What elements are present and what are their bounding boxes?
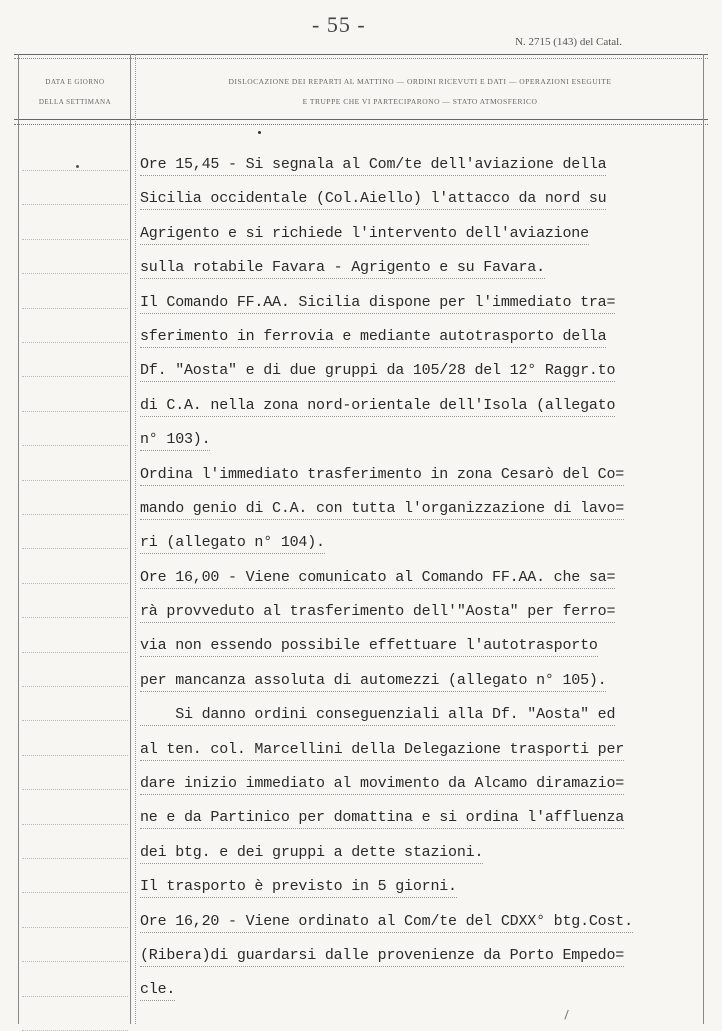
text-line — [140, 767, 680, 801]
ledger-line — [22, 445, 128, 446]
ledger-line — [22, 892, 128, 893]
text-line — [140, 973, 680, 1007]
text-line-content: sulla rotabile Favara - Agrigento e su Favara. — [140, 259, 545, 279]
ledger-line — [22, 342, 128, 343]
text-line-content: dei btg. e dei gruppi a dette stazioni. — [140, 844, 483, 864]
column-divider — [130, 54, 131, 1024]
text-line — [140, 526, 680, 560]
ledger-line — [22, 411, 128, 412]
column-header-date — [20, 72, 130, 112]
column-divider — [18, 54, 19, 1024]
text-line-content: ri (allegato n° 104). — [140, 534, 325, 554]
text-line-content: Il trasporto è previsto in 5 giorni. — [140, 878, 457, 898]
text-line-content: al ten. col. Marcellini della Delegazione trasporti per — [140, 741, 624, 761]
ledger-line — [22, 858, 128, 859]
text-line — [140, 939, 680, 973]
text-line-content: sferimento in ferrovia e mediante autotrasporto della — [140, 328, 606, 348]
text-line — [140, 389, 680, 423]
text-line-content: dare inizio immediato al movimento da Alcamo diramazio= — [140, 775, 624, 795]
pencil-mark — [564, 1010, 570, 1020]
ledger-line — [22, 480, 128, 481]
ledger-line — [22, 308, 128, 309]
column-header-operations-line1: DISLOCAZIONE DEI REPARTI AL MATTINO — ORDINI RICEVUTI E DATI — OPERAZIONI ESEGUITE — [228, 77, 612, 86]
ledger-line — [22, 583, 128, 584]
text-line-content: Ore 15,45 - Si segnala al Com/te dell'aviazione della — [140, 156, 606, 176]
ink-dot — [258, 131, 261, 134]
ledger-line — [22, 755, 128, 756]
text-line — [140, 354, 680, 388]
column-divider — [703, 54, 704, 1024]
header-rule — [14, 54, 708, 55]
text-line — [140, 870, 680, 904]
text-line — [140, 286, 680, 320]
text-line — [140, 217, 680, 251]
ledger-line — [22, 961, 128, 962]
ledger-line — [22, 996, 128, 997]
text-line-content: mando genio di C.A. con tutta l'organizzazione di lavo= — [140, 500, 624, 520]
text-line — [140, 836, 680, 870]
ledger-line — [22, 514, 128, 515]
text-line-content: Agrigento e si richiede l'intervento dell'aviazione — [140, 225, 589, 245]
header-rule — [14, 58, 708, 59]
text-line — [140, 595, 680, 629]
text-line-content: Ore 16,20 - Viene ordinato al Com/te del CDXX° btg.Cost. — [140, 913, 633, 933]
text-line — [140, 905, 680, 939]
text-line-content: ne e da Partinico per domattina e si ordina l'affluenza — [140, 809, 624, 829]
header-rule — [14, 124, 708, 125]
text-line-content: cle. — [140, 981, 175, 1001]
text-line — [140, 148, 680, 182]
ledger-line — [22, 927, 128, 928]
text-line — [140, 458, 680, 492]
text-line — [140, 733, 680, 767]
ledger-line — [22, 617, 128, 618]
ledger-line — [22, 204, 128, 205]
text-line — [140, 251, 680, 285]
text-line — [140, 423, 680, 457]
column-header-date-line1: DATA E GIORNO — [45, 78, 105, 86]
text-line-content: Ordina l'immediato trasferimento in zona Cesarò del Co= — [140, 466, 624, 486]
text-line-content: per mancanza assoluta di automezzi (allegato n° 105). — [140, 672, 606, 692]
column-divider — [135, 54, 136, 1024]
ledger-line — [22, 239, 128, 240]
ledger-line — [22, 789, 128, 790]
text-line-content: Si danno ordini conseguenziali alla Df. "Aosta" ed — [140, 706, 615, 726]
column-header-date-line2: DELLA SETTIMANA — [38, 98, 112, 106]
text-line — [140, 629, 680, 663]
text-line — [140, 561, 680, 595]
text-line — [140, 492, 680, 526]
text-line-content: via non essendo possibile effettuare l'autotrasporto — [140, 637, 598, 657]
text-line — [140, 664, 680, 698]
text-line-content: Il Comando FF.AA. Sicilia dispone per l'immediato tra= — [140, 294, 615, 314]
column-header-operations-line2: E TRUPPE CHE VI PARTECIPARONO — STATO ATMOSFERICO — [302, 97, 538, 106]
text-line — [140, 698, 680, 732]
ledger-line — [22, 170, 128, 171]
ledger-line — [22, 720, 128, 721]
text-line-content: Sicilia occidentale (Col.Aiello) l'attacco da nord su — [140, 190, 606, 210]
text-line-content: (Ribera)di guardarsi dalle provenienze da Porto Empedo= — [140, 947, 624, 967]
text-line — [140, 182, 680, 216]
text-line — [140, 320, 680, 354]
text-line-content: rà provveduto al trasferimento dell'"Aosta" per ferro= — [140, 603, 615, 623]
ledger-line — [22, 548, 128, 549]
text-line-content: Df. "Aosta" e di due gruppi da 105/28 del 12° Raggr.to — [140, 362, 615, 382]
text-line-content: di C.A. nella zona nord-orientale dell'Isola (allegato — [140, 397, 615, 417]
ledger-line — [22, 273, 128, 274]
typed-text-body — [140, 148, 680, 1008]
ledger-line — [22, 376, 128, 377]
ledger-line — [22, 652, 128, 653]
text-line-content: Ore 16,00 - Viene comunicato al Comando FF.AA. che sa= — [140, 569, 615, 589]
ink-dot — [76, 165, 79, 168]
text-line-content: n° 103). — [140, 431, 210, 451]
ledger-line — [22, 686, 128, 687]
column-header-operations — [140, 72, 700, 112]
header-rule — [14, 119, 708, 120]
ledger-line — [22, 824, 128, 825]
text-line — [140, 801, 680, 835]
catalog-reference: N. 2715 (143) del Catal. — [515, 36, 622, 48]
page-number: - 55 - — [312, 12, 366, 37]
